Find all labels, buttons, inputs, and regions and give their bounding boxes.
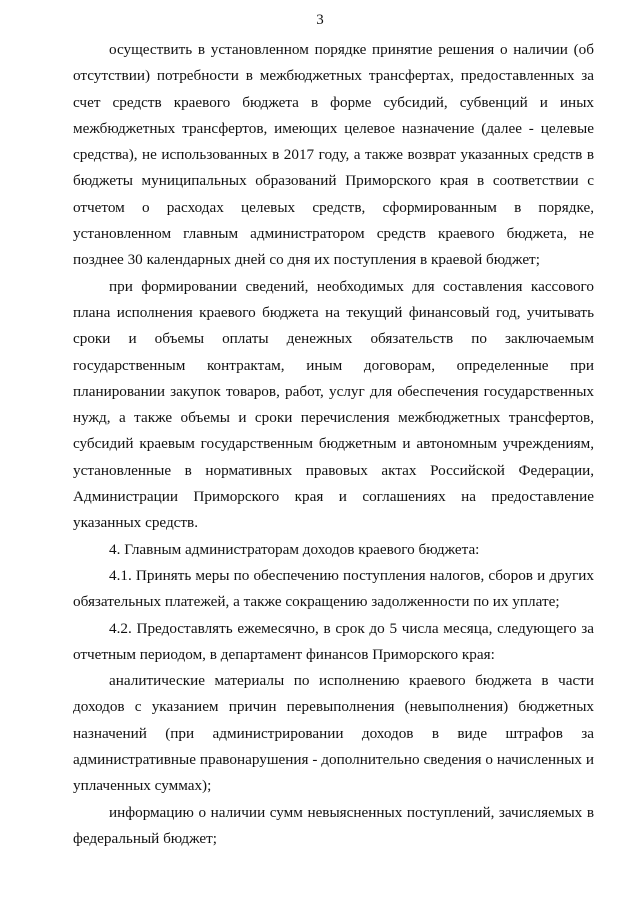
paragraph-transfer-return: осуществить в установленном порядке принятие решения о наличии (об отсутствии) потребности в межбюджетных трансфертах, предоставленных за счет средств краевого бюджета в форме субсидий, субвенций и иных межбюджетных трансфертов, имеющих целевое назначение (далее - целевые средства), не использованных в 2017 году, а также возврат указанных средств в бюджеты муниципальных образований Приморского края в соответствии с отчетом о расходах целевых средств, сформированным в порядке, установленном главным администратором средств краевого бюджета, не позднее 30 календарных дней со дня их поступления в краевой бюджет; — [73, 41, 594, 269]
paragraph-analytical-materials: аналитические материалы по исполнению краевого бюджета в части доходов с указанием причин перевыполнения (невыполнения) бюджетных назначений (при администрировании доходов в виде штрафов за административные правонарушения - дополнительно сведения о начисленных и уплаченных суммах); — [73, 672, 594, 795]
paragraph-unclarified-receipts: информацию о наличии сумм невыясненных поступлений, зачисляемых в федеральный бюджет; — [73, 803, 594, 847]
page-number: 3 — [316, 12, 324, 28]
paragraph-section-4-1: 4.1. Принять меры по обеспечению поступления налогов, сборов и других обязательных платежей, а также сокращению задолженности по их уплате; — [73, 566, 594, 611]
paragraph-section-4-2: 4.2. Предоставлять ежемесячно, в срок до 5 числа месяца, следующего за отчетным периодом, в департамент финансов Приморского края: — [73, 619, 594, 663]
paragraph-section-4-heading: 4. Главным администраторам доходов краевого бюджета: — [109, 540, 480, 558]
paragraph-cash-plan: при формировании сведений, необходимых для составления кассового плана исполнения краевого бюджета на текущий финансовый год, учитывать сроки и объемы оплаты денежных обязательств по заключаемым государственным контрактам, иным договорам, определенные при планировании закупок товаров, работ, услуг для обеспечения государственных нужд, а также объемы и сроки перечисления межбюджетных трансфертов, субсидий краевым государственным бюджетным и автономным учреждениям, установленные в нормативных правовых актах Российской Федерации, Администрации Приморского края и соглашениях на предоставление указанных средств. — [73, 277, 594, 532]
document-body — [73, 37, 594, 852]
